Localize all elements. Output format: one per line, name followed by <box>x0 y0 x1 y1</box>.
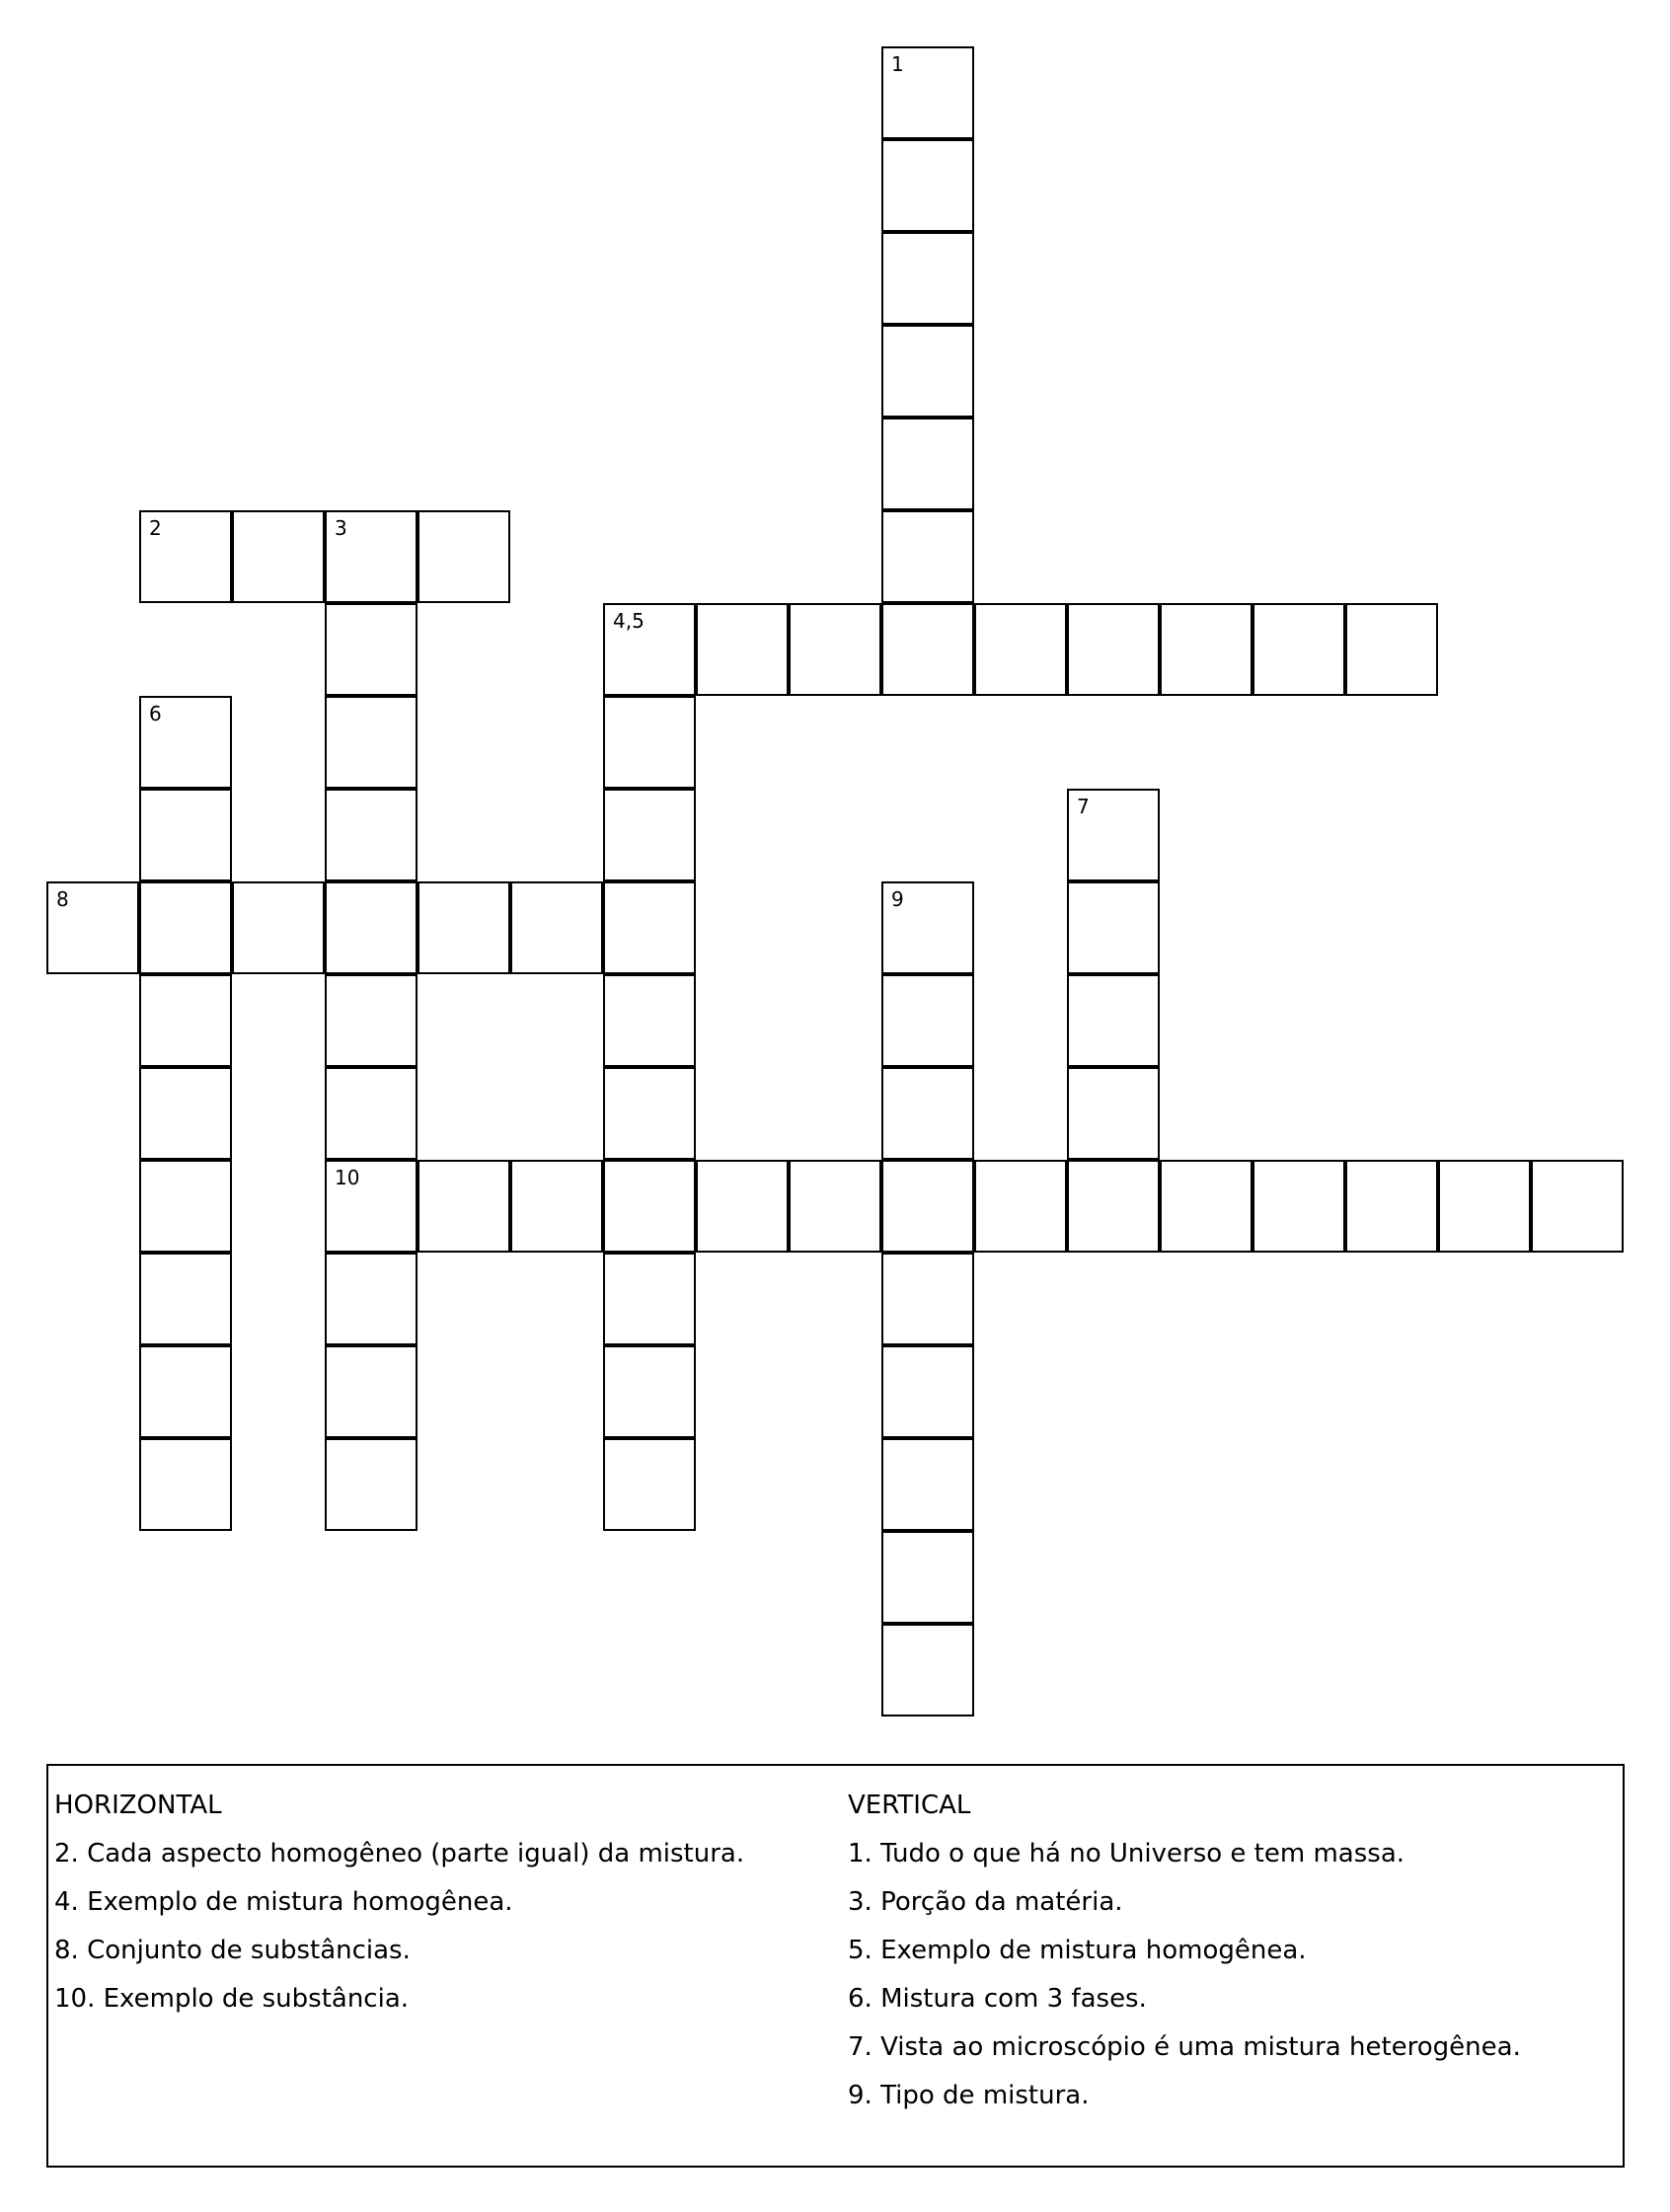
grid-cell[interactable] <box>603 881 696 974</box>
clue-number: 3 <box>335 516 347 540</box>
grid-cell[interactable] <box>881 881 974 974</box>
grid-cell[interactable] <box>325 510 418 603</box>
clue-number: 7 <box>1077 795 1090 818</box>
grid-cell[interactable] <box>881 139 974 232</box>
grid-cell[interactable] <box>603 1067 696 1160</box>
grid-cell[interactable] <box>139 1160 232 1253</box>
grid-cell[interactable] <box>603 1438 696 1531</box>
grid-cell[interactable] <box>325 789 418 881</box>
grid-cell[interactable] <box>139 1253 232 1345</box>
grid-cell[interactable] <box>1067 881 1160 974</box>
grid-cell[interactable] <box>881 1345 974 1438</box>
grid-cell[interactable] <box>325 1067 418 1160</box>
grid-cell[interactable] <box>139 789 232 881</box>
grid-cell[interactable] <box>881 603 974 696</box>
grid-cell[interactable] <box>603 974 696 1067</box>
across-clue: 10. Exemplo de substância. <box>54 1984 410 2014</box>
grid-cell[interactable] <box>881 46 974 139</box>
grid-cell[interactable] <box>325 1160 418 1253</box>
grid-cell[interactable] <box>510 1160 603 1253</box>
grid-cell[interactable] <box>696 603 789 696</box>
grid-cell[interactable] <box>139 1345 232 1438</box>
clues-box <box>46 1764 1625 2168</box>
grid-cell[interactable] <box>232 510 325 603</box>
grid-cell[interactable] <box>1067 974 1160 1067</box>
grid-cell[interactable] <box>139 1438 232 1531</box>
clue-number: 1 <box>891 52 904 76</box>
down-clue: 7. Vista ao microscópio é uma mistura heterogênea. <box>848 2032 1521 2062</box>
grid-cell[interactable] <box>789 603 881 696</box>
grid-cell[interactable] <box>789 1160 881 1253</box>
grid-cell[interactable] <box>418 881 510 974</box>
grid-cell[interactable] <box>1252 1160 1345 1253</box>
grid-cell[interactable] <box>46 881 139 974</box>
grid-cell[interactable] <box>881 1438 974 1531</box>
across-heading: HORIZONTAL <box>54 1791 222 1820</box>
grid-cell[interactable] <box>881 1160 974 1253</box>
clue-number: 2 <box>149 516 162 540</box>
grid-cell[interactable] <box>510 881 603 974</box>
grid-cell[interactable] <box>1160 1160 1252 1253</box>
grid-cell[interactable] <box>881 510 974 603</box>
across-clue: 2. Cada aspecto homogêneo (parte igual) da mistura. <box>54 1839 745 1869</box>
grid-cell[interactable] <box>1067 603 1160 696</box>
grid-cell[interactable] <box>881 1067 974 1160</box>
grid-cell[interactable] <box>325 1438 418 1531</box>
grid-cell[interactable] <box>325 1253 418 1345</box>
grid-cell[interactable] <box>1252 603 1345 696</box>
grid-cell[interactable] <box>1345 603 1438 696</box>
grid-cell[interactable] <box>881 418 974 510</box>
grid-cell[interactable] <box>1067 789 1160 881</box>
grid-cell[interactable] <box>881 974 974 1067</box>
grid-cell[interactable] <box>232 881 325 974</box>
grid-cell[interactable] <box>603 603 696 696</box>
across-clues <box>54 1782 744 2023</box>
grid-cell[interactable] <box>603 789 696 881</box>
grid-cell[interactable] <box>139 510 232 603</box>
grid-cell[interactable] <box>325 974 418 1067</box>
grid-cell[interactable] <box>1438 1160 1531 1253</box>
down-clue: 5. Exemplo de mistura homogênea. <box>848 1936 1307 1965</box>
clue-number: 10 <box>335 1166 360 1189</box>
down-clue: 9. Tipo de mistura. <box>848 2081 1090 2110</box>
grid-cell[interactable] <box>139 696 232 789</box>
grid-cell[interactable] <box>881 1624 974 1716</box>
grid-cell[interactable] <box>418 1160 510 1253</box>
clue-number: 8 <box>56 887 69 911</box>
grid-cell[interactable] <box>603 696 696 789</box>
grid-cell[interactable] <box>603 1253 696 1345</box>
grid-cell[interactable] <box>881 232 974 325</box>
grid-cell[interactable] <box>603 1160 696 1253</box>
grid-cell[interactable] <box>325 603 418 696</box>
grid-cell[interactable] <box>325 881 418 974</box>
down-clues <box>848 1782 1521 2120</box>
grid-cell[interactable] <box>881 325 974 418</box>
down-heading: VERTICAL <box>848 1791 971 1820</box>
grid-cell[interactable] <box>418 510 510 603</box>
grid-cell[interactable] <box>139 881 232 974</box>
grid-cell[interactable] <box>325 696 418 789</box>
clue-number: 6 <box>149 702 162 725</box>
grid-cell[interactable] <box>881 1253 974 1345</box>
clue-number: 9 <box>891 887 904 911</box>
grid-cell[interactable] <box>1345 1160 1438 1253</box>
grid-cell[interactable] <box>974 603 1067 696</box>
grid-cell[interactable] <box>1067 1160 1160 1253</box>
grid-cell[interactable] <box>325 1345 418 1438</box>
grid-cell[interactable] <box>881 1531 974 1624</box>
down-clue: 6. Mistura com 3 fases. <box>848 1984 1147 2014</box>
down-clue: 1. Tudo o que há no Universo e tem massa. <box>848 1839 1405 1869</box>
across-clue: 4. Exemplo de mistura homogênea. <box>54 1887 513 1917</box>
grid-cell[interactable] <box>139 974 232 1067</box>
down-clue: 3. Porção da matéria. <box>848 1887 1123 1917</box>
grid-cell[interactable] <box>603 1345 696 1438</box>
grid-cell[interactable] <box>1531 1160 1624 1253</box>
across-clue: 8. Conjunto de substâncias. <box>54 1936 411 1965</box>
grid-cell[interactable] <box>1067 1067 1160 1160</box>
grid-cell[interactable] <box>139 1067 232 1160</box>
grid-cell[interactable] <box>696 1160 789 1253</box>
grid-cell[interactable] <box>974 1160 1067 1253</box>
grid-cell[interactable] <box>1160 603 1252 696</box>
clue-number: 4,5 <box>613 609 645 633</box>
